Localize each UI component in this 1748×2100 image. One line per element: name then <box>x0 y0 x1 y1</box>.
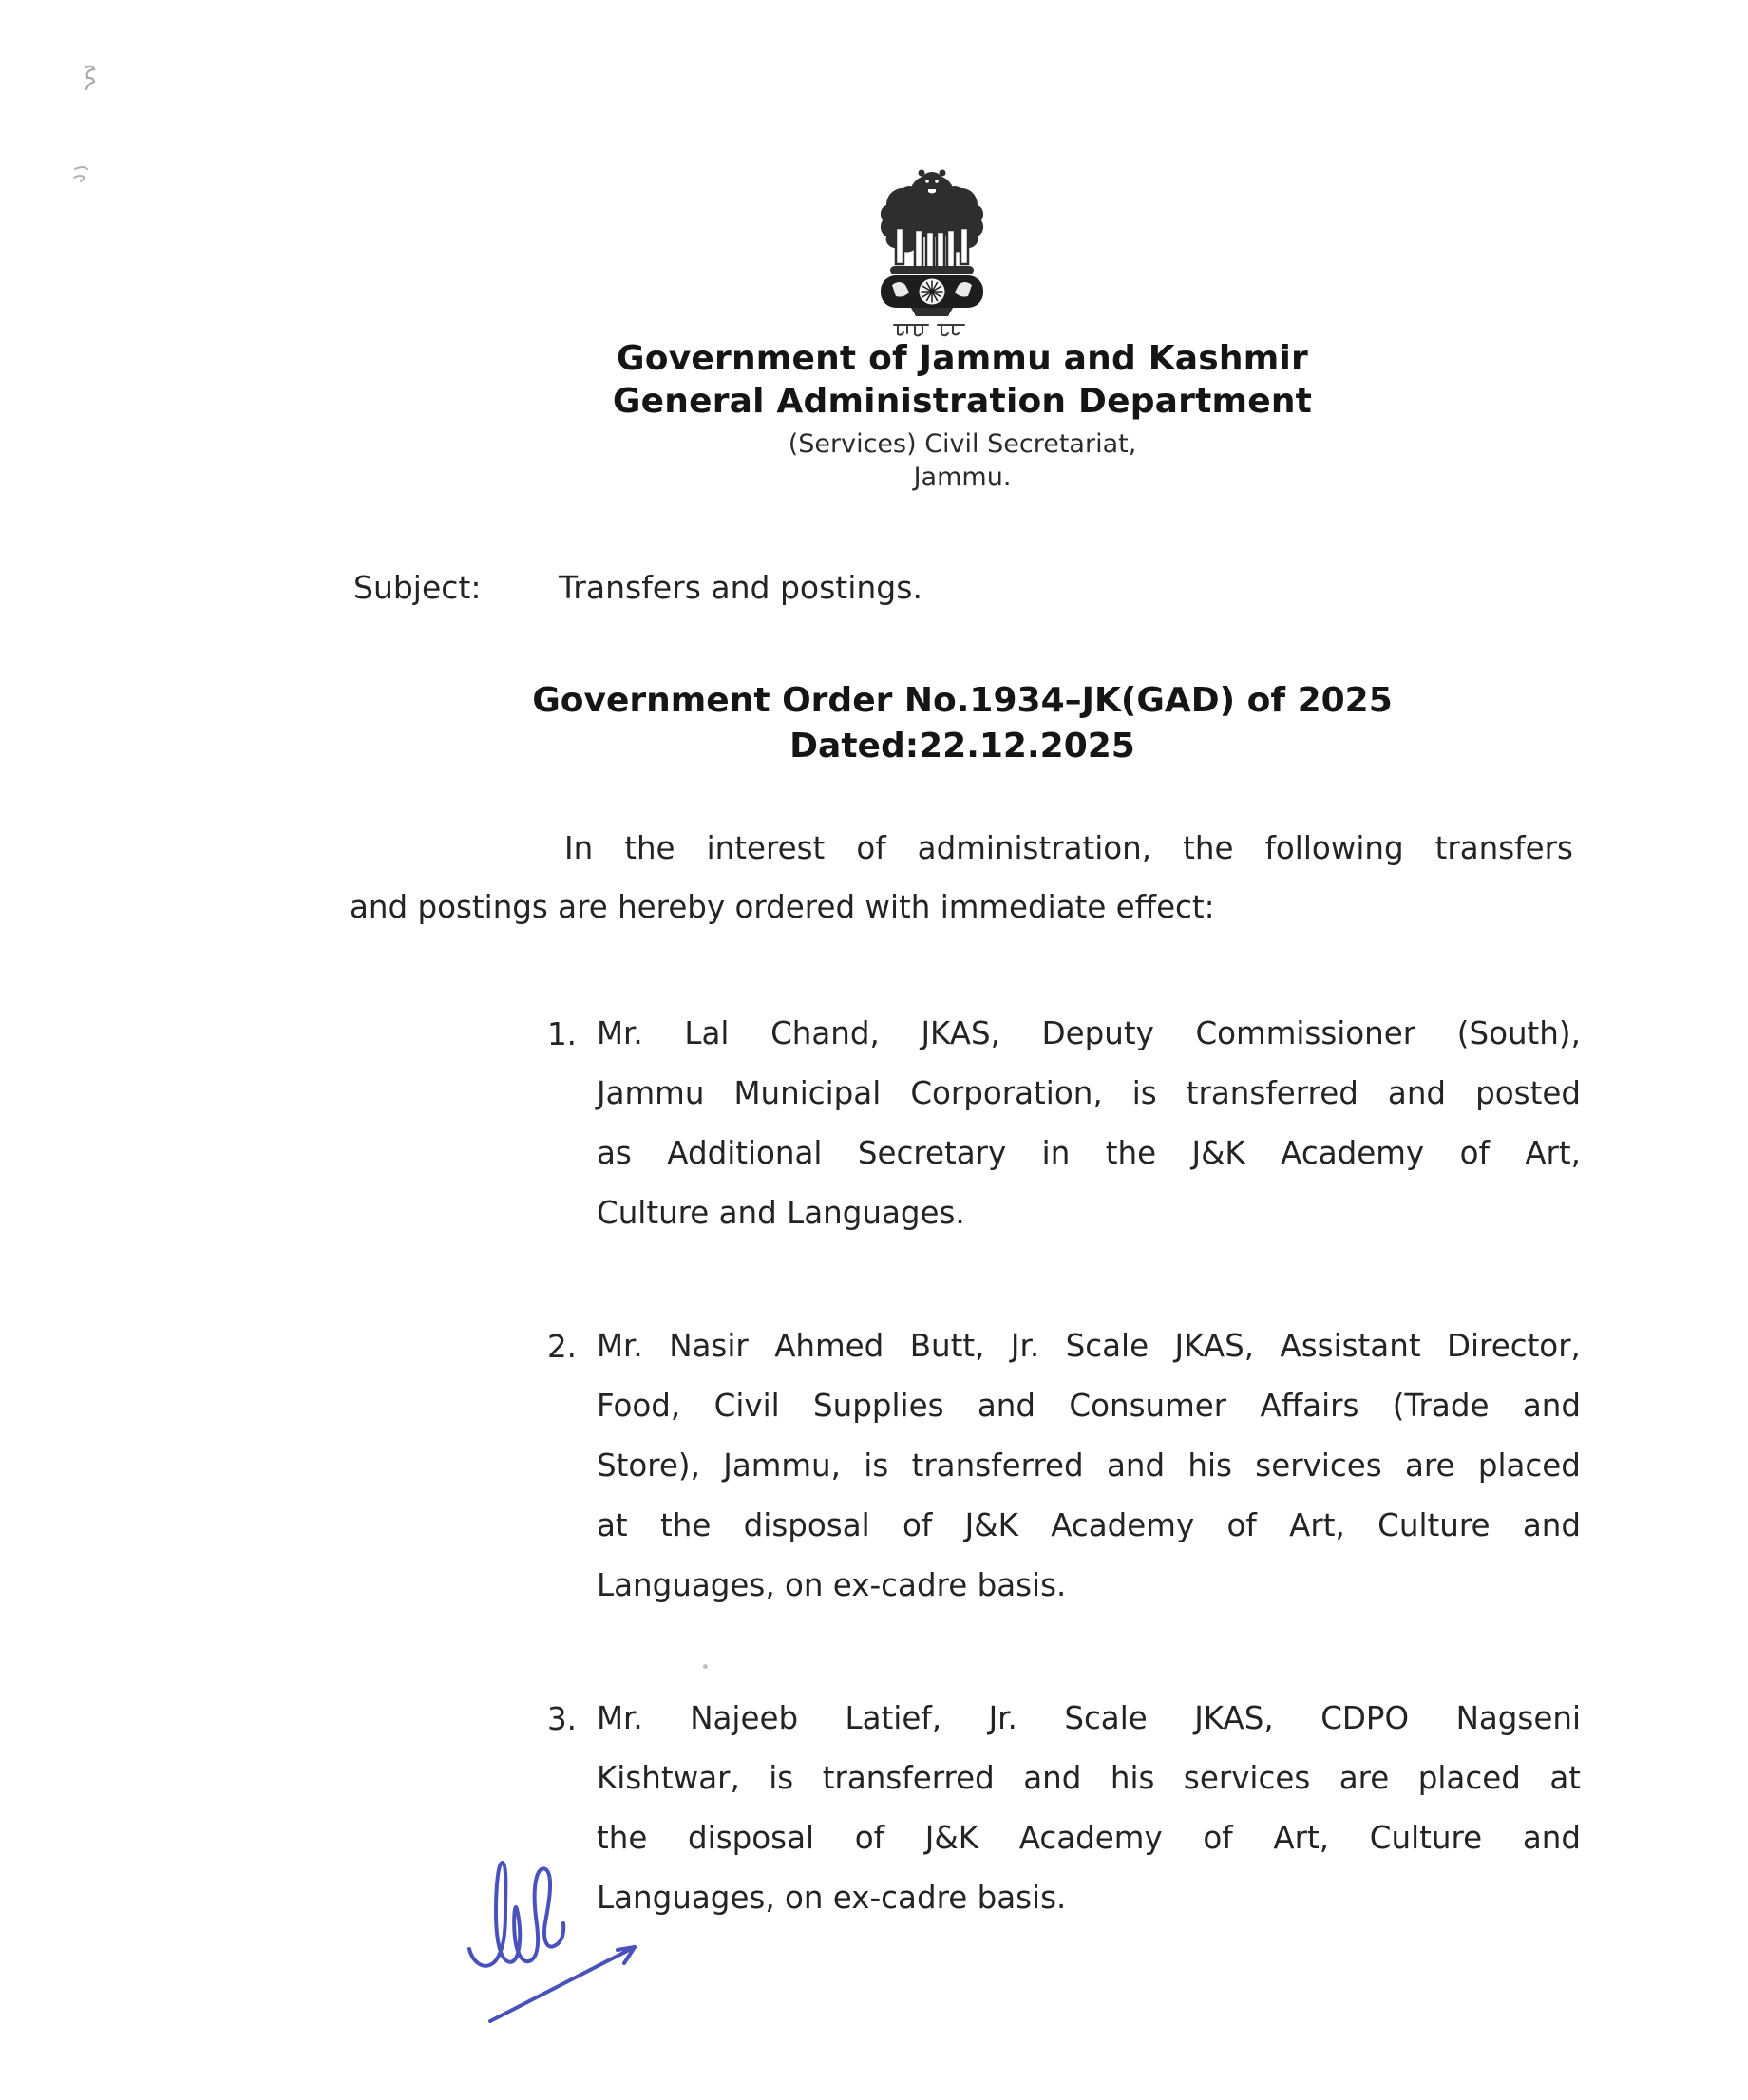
header-secretariat-line: (Services) Civil Secretariat, <box>788 429 1137 459</box>
word: Jammu, <box>723 1447 841 1484</box>
item-line: Languages, on ex-cadre basis. <box>597 1566 1067 1603</box>
word: Academy <box>1018 1819 1163 1856</box>
item-number: 3. <box>547 1701 578 1737</box>
word: the <box>1183 830 1234 866</box>
subject-label: Subject: <box>353 569 482 606</box>
item-line <box>597 1123 1581 1182</box>
header-government-line: Government of Jammu and Kashmir <box>617 339 1308 378</box>
word: J&K <box>924 1819 979 1856</box>
item-line: Languages, on ex-cadre basis. <box>597 1879 1067 1916</box>
word: Scale <box>1065 1327 1150 1364</box>
word: Affairs <box>1260 1387 1359 1424</box>
word: Food, <box>597 1387 681 1424</box>
word: transferred <box>822 1759 995 1796</box>
scan-artifact-icon <box>72 165 91 184</box>
word: placed <box>1477 1447 1581 1484</box>
word: and <box>1522 1506 1581 1543</box>
item-line <box>597 1315 1581 1375</box>
word: Consumer <box>1069 1387 1227 1424</box>
word: are <box>1404 1447 1455 1484</box>
intro-line: and postings are hereby ordered with immediate effect: <box>350 889 1215 925</box>
emblem-motto <box>894 325 964 336</box>
word: the <box>660 1506 712 1543</box>
order-number-line: Government Order No.1934–JK(GAD) of 2025 <box>532 681 1393 720</box>
subject-row <box>353 568 922 608</box>
word: at <box>597 1506 628 1543</box>
word: at <box>1549 1759 1581 1796</box>
item-line <box>597 1375 1581 1435</box>
word: his <box>1110 1759 1155 1796</box>
item-line <box>597 1688 1581 1748</box>
word: disposal <box>688 1819 815 1856</box>
word: JKAS, <box>1194 1699 1274 1736</box>
word: as <box>597 1134 632 1171</box>
lotus-base <box>911 308 953 316</box>
word: of <box>856 830 886 866</box>
order-item <box>547 1688 1585 1927</box>
word: (Trade <box>1392 1387 1490 1424</box>
word: Store), <box>597 1447 700 1484</box>
word: Corporation, <box>910 1074 1103 1111</box>
word: in <box>1041 1134 1071 1171</box>
header-city-line: Jammu. <box>913 463 1012 492</box>
word: of <box>1459 1134 1490 1171</box>
word: and <box>1522 1387 1581 1424</box>
word: the <box>597 1819 648 1856</box>
india-national-emblem-icon <box>873 163 991 344</box>
order-item <box>547 1003 1585 1242</box>
word: Najeeb <box>690 1699 799 1736</box>
word: Jr. <box>1010 1327 1040 1364</box>
word: is <box>864 1447 889 1484</box>
word: Assistant <box>1280 1327 1421 1364</box>
word: Art, <box>1289 1506 1345 1543</box>
word: and <box>1106 1447 1166 1484</box>
item-lines <box>597 1003 1581 1242</box>
word: Additional <box>667 1134 823 1171</box>
word: J&K <box>964 1506 1018 1543</box>
subject-value: Transfers and postings. <box>559 569 922 606</box>
word: JKAS, <box>921 1014 1000 1051</box>
scan-artifact-icon <box>80 65 97 91</box>
word: of <box>902 1506 933 1543</box>
word: CDPO <box>1320 1699 1410 1736</box>
item-line <box>597 1748 1581 1807</box>
word: Art, <box>1525 1134 1581 1171</box>
word: posted <box>1475 1074 1581 1111</box>
item-line <box>597 1807 1581 1867</box>
word: Ahmed <box>774 1327 884 1364</box>
word: of <box>854 1819 885 1856</box>
scan-speck <box>703 1664 708 1669</box>
word: Academy <box>1051 1506 1195 1543</box>
item-line <box>597 1003 1581 1063</box>
word: Lal <box>684 1014 730 1051</box>
word: Latief, <box>845 1699 942 1736</box>
word: and <box>1387 1074 1447 1111</box>
word: Secretary <box>857 1134 1007 1171</box>
word: Culture <box>1369 1819 1483 1856</box>
word: Mr. <box>597 1699 643 1736</box>
word: transfers <box>1434 830 1573 866</box>
word: Commissioner <box>1195 1014 1416 1051</box>
word: is <box>1131 1074 1157 1111</box>
word: and <box>1023 1759 1082 1796</box>
word: Culture <box>1378 1506 1491 1543</box>
word: following <box>1264 830 1404 866</box>
word: Municipal <box>733 1074 882 1111</box>
order-item <box>547 1315 1585 1615</box>
order-date-line: Dated:22.12.2025 <box>789 727 1135 766</box>
word: interest <box>706 830 826 866</box>
word: Chand, <box>770 1014 880 1051</box>
word: transferred <box>911 1447 1084 1484</box>
item-number: 2. <box>547 1329 578 1365</box>
word: Scale <box>1064 1699 1148 1736</box>
word: Mr. <box>597 1327 643 1364</box>
item-line <box>597 1495 1581 1555</box>
word: of <box>1203 1819 1233 1856</box>
signature-scribble <box>454 1852 673 2042</box>
intro-line <box>350 819 1573 878</box>
word: disposal <box>743 1506 870 1543</box>
word: the <box>624 830 675 866</box>
item-line <box>597 1063 1581 1123</box>
word: Deputy <box>1041 1014 1154 1051</box>
word: and <box>1522 1819 1581 1856</box>
word: In <box>564 830 594 866</box>
word: Jammu <box>597 1074 705 1111</box>
word: J&K <box>1191 1134 1245 1171</box>
word: Art, <box>1273 1819 1330 1856</box>
word: Director, <box>1447 1327 1581 1364</box>
item-line <box>597 1435 1581 1495</box>
word: Civil <box>713 1387 780 1424</box>
word: Butt, <box>909 1327 985 1364</box>
word: services <box>1183 1759 1311 1796</box>
item-line: Culture and Languages. <box>597 1194 965 1231</box>
word: Mr. <box>597 1014 643 1051</box>
intro-paragraph <box>350 819 1573 936</box>
dharma-chakra <box>920 279 945 305</box>
signature-arrow-shaft <box>490 1947 635 2021</box>
word: JKAS, <box>1174 1327 1255 1364</box>
word: Nasir <box>669 1327 749 1364</box>
word: (South), <box>1456 1014 1581 1051</box>
word: his <box>1188 1447 1232 1484</box>
word: Kishtwar, <box>597 1759 740 1796</box>
transfer-items-list <box>547 1003 1585 1927</box>
word: of <box>1226 1506 1257 1543</box>
word: is <box>769 1759 794 1796</box>
item-number: 1. <box>547 1016 578 1052</box>
word: Supplies <box>813 1387 944 1424</box>
word: and <box>977 1387 1036 1424</box>
word: Academy <box>1281 1134 1425 1171</box>
item-lines <box>597 1688 1581 1927</box>
word: Nagseni <box>1455 1699 1581 1736</box>
word: the <box>1105 1134 1157 1171</box>
word: Jr. <box>988 1699 1017 1736</box>
word: are <box>1339 1759 1390 1796</box>
word: transferred <box>1186 1074 1358 1111</box>
item-lines <box>597 1315 1581 1615</box>
header-department-line: General Administration Department <box>612 382 1313 421</box>
word: services <box>1255 1447 1382 1484</box>
word: administration, <box>917 830 1152 866</box>
word: placed <box>1417 1759 1521 1796</box>
